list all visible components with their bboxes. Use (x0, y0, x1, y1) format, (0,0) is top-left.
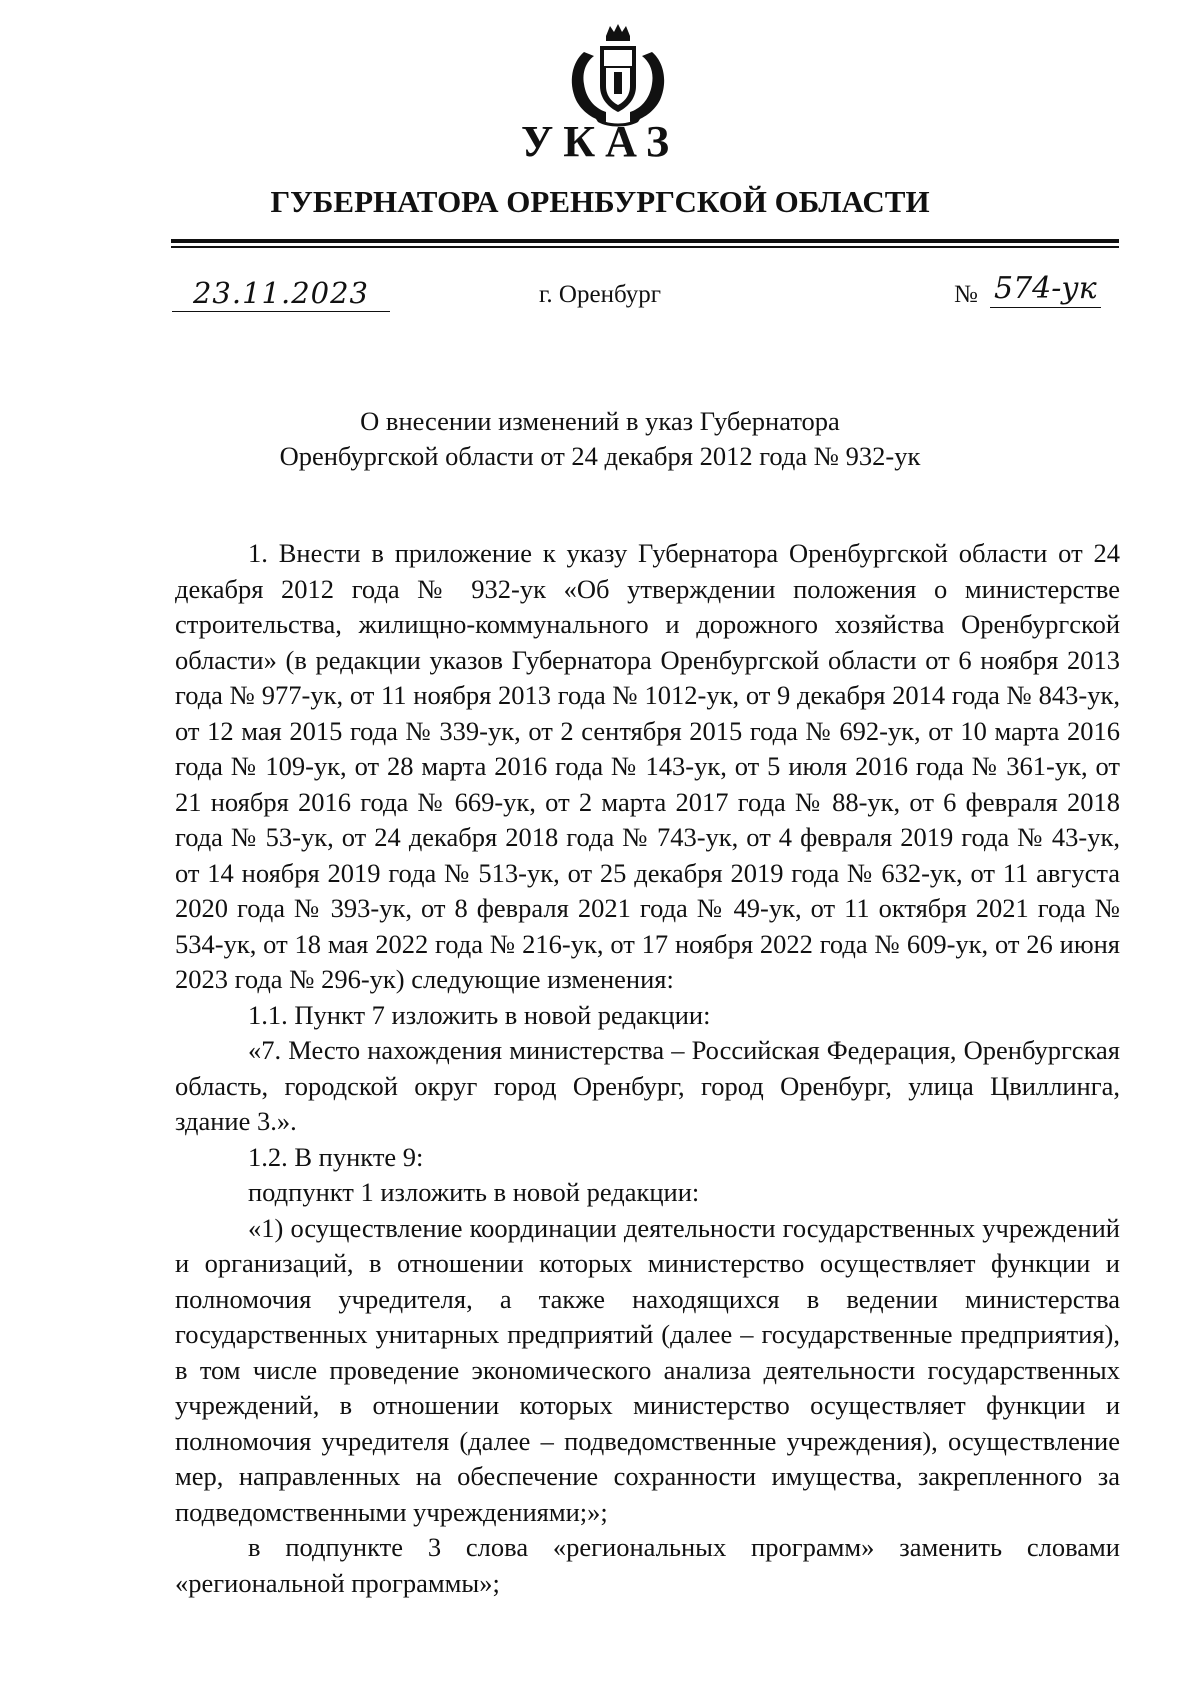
paragraph-1-2: 1.2. В пункте 9: (248, 1141, 424, 1172)
paragraph-1-1: 1.1. Пункт 7 изложить в новой редакции: (248, 999, 711, 1030)
header-divider (171, 239, 1119, 243)
paragraph-1-1-text: «7. Место нахождения министерства – Российская Федерация, Оренбургская область, городской округ город Оренбург, город Оренбург, улица Цвиллинга, здание 3.». (175, 1035, 1120, 1136)
decree-issuer: ГУБЕРНАТОРА ОРЕНБУРГСКОЙ ОБЛАСТИ (270, 184, 930, 219)
paragraph-subpoint-1: подпункт 1 изложить в новой редакции: (248, 1177, 700, 1207)
heading-line: Оренбургской области от 24 декабря 2012 года № 932-ук (279, 441, 921, 471)
decree-number-label: № (954, 281, 978, 308)
decree-title: УКАЗ (520, 117, 680, 166)
decree-body (175, 536, 1120, 1601)
paragraph-subpoint-1-text: «1) осуществление координации деятельности государственных учреждений и организаций, в отношении которых министерство осуществляет функции и полномочия учредителя, а также находящихся в ведении министерства государственных унитарных предприятий (далее – государственные предприятия), в том числе проведение экономического анализа деятельности государственных учреждений, в отношении которых министерство осуществляет функции и полномочия учредителя (далее – подведомственные учреждения), осуществление мер, направленных на обеспечение сохранности имущества, закрепленного за подведомственными учреждениями;»; (175, 1212, 1120, 1527)
paragraph-subpoint-3: в подпункте 3 слова «региональных программ» заменить словами «региональной программы»; (175, 1532, 1120, 1598)
decree-city: г. Оренбург (539, 281, 661, 308)
heading-line: О внесении изменений в указ Губернатора (360, 406, 840, 436)
coat-of-arms-emblem (554, 22, 682, 127)
header-divider-thin (171, 246, 1119, 248)
decree-number: 574-ук (990, 271, 1101, 308)
paragraph-1: 1. Внести в приложение к указу Губернатора Оренбургской области от 24 декабря 2012 года № 932-ук «Об утверждении положения о министерстве строительства, жилищно-коммунального и дорожного хозяйства Оренбургской области» (в редакции указов Губернатора Оренбургской области от 6 ноября 2013 года № 977-ук, от 11 ноября 2013 года № 1012-ук, от 9 декабря 2014 года № 843-ук, от 12 мая 2015 года № 339-ук, от 2 сентября 2015 года № 692-ук, от 10 марта 2016 года № 109-ук, от 28 марта 2016 года № 143-ук, от 5 июля 2016 года № 361-ук, от 21 ноября 2016 года № 669-ук, от 2 марта 2017 года № 88-ук, от 6 февраля 2018 года № 53-ук, от 24 декабря 2018 года № 743-ук, от 4 февраля 2019 года № 43-ук, от 14 ноября 2019 года № 513-ук, от 25 декабря 2019 года № 632-ук, от 11 августа 2020 года № 393-ук, от 8 февраля 2021 года № 49-ук, от 11 октября 2021 года № 534-ук, от 18 мая 2022 года № 216-ук, от 17 ноября 2022 года № 609-ук, от 26 июня 2023 года № 296-ук) следующие изменения: (175, 538, 1120, 994)
decree-heading (0, 404, 1200, 474)
decree-date: 23.11.2023 (172, 275, 390, 312)
